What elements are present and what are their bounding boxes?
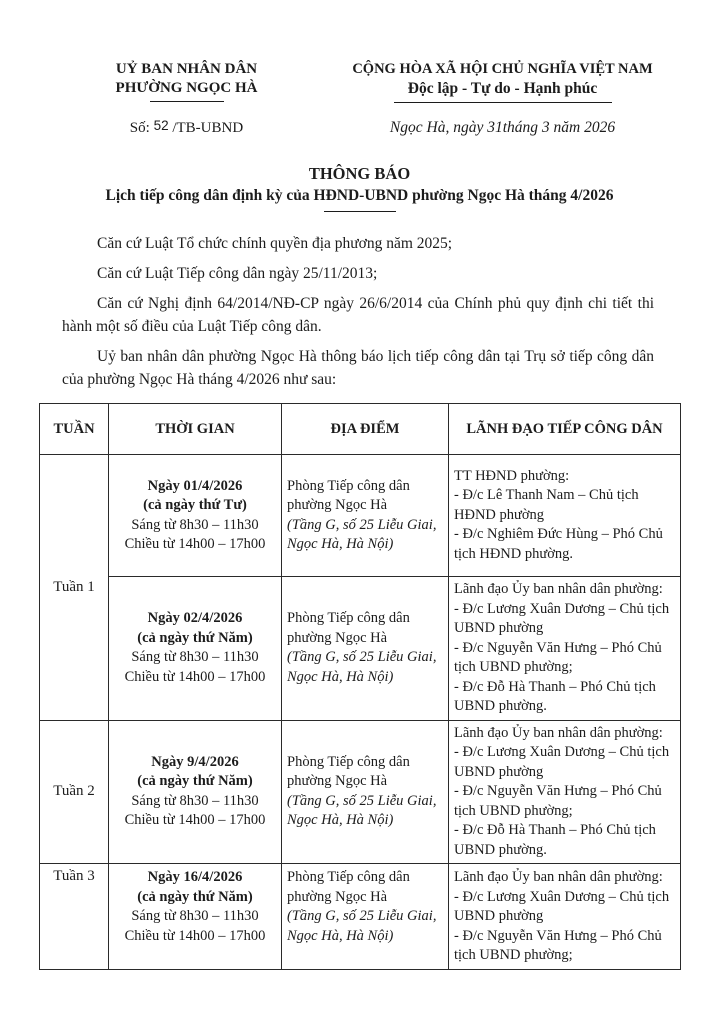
issuing-authority-block — [59, 60, 314, 137]
session-morning: Sáng từ 8h30 – 11h30 — [131, 649, 259, 666]
leader-line: Lãnh đạo Ủy ban nhân dân phường: — [454, 724, 663, 741]
table-row — [40, 455, 681, 577]
table-row — [40, 577, 681, 721]
place-and-date — [330, 119, 675, 137]
leader-line: - Đ/c Lương Xuân Dương – Chủ tịch UBND phường — [454, 600, 670, 636]
location-address: (Tầng G, số 25 Liễu Giai, Ngọc Hà, Hà Nội) — [287, 908, 437, 944]
title-underline — [324, 211, 396, 212]
paragraph-legal-basis-3: Căn cứ Nghị định 64/2014/NĐ-CP ngày 26/6/2014 của Chính phủ quy định chi tiết thi hành một số điều của Luật Tiếp công dân. — [62, 295, 654, 335]
table-row — [40, 720, 681, 864]
location-address: (Tầng G, số 25 Liễu Giai, Ngọc Hà, Hà Nội) — [287, 649, 437, 685]
document-number-label: Số: — [129, 120, 150, 136]
session-date: Ngày 16/4/2026 — [147, 869, 243, 885]
title-block — [39, 163, 680, 212]
national-header-line1: CỘNG HÒA XÃ HỘI CHỦ NGHĨA VIỆT NAM — [352, 61, 653, 77]
leader-line: Lãnh đạo Ủy ban nhân dân phường: — [454, 581, 663, 597]
location-address: (Tầng G, số 25 Liễu Giai, Ngọc Hà, Hà Nội) — [287, 516, 437, 552]
leaders-cell — [449, 455, 681, 577]
date-prefix: Ngọc Hà, ngày — [389, 119, 484, 136]
time-cell — [109, 577, 282, 721]
session-date: Ngày 9/4/2026 — [151, 753, 239, 770]
leader-line: TT HĐND phường: — [454, 467, 570, 484]
leaders-cell — [449, 577, 681, 721]
session-afternoon: Chiều từ 14h00 – 17h00 — [124, 812, 266, 829]
document-number-suffix: /TB-UBND — [172, 120, 244, 136]
session-afternoon: Chiều từ 14h00 – 17h00 — [124, 536, 266, 552]
national-motto: Độc lập - Tự do - Hạnh phúc — [407, 80, 598, 97]
location-cell — [282, 577, 449, 721]
leader-line: - Đ/c Đỗ Hà Thanh – Phó Chủ tịch UBND phường. — [454, 678, 656, 714]
leader-line: Lãnh đạo Ủy ban nhân dân phường: — [454, 869, 663, 885]
session-day: (cả ngày thứ Năm) — [137, 629, 253, 646]
column-header-leaders: LÃNH ĐẠO TIẾP CÔNG DÂN — [449, 404, 681, 455]
session-afternoon: Chiều từ 14h00 – 17h00 — [124, 927, 266, 944]
table-header-row — [40, 404, 681, 455]
document-title: THÔNG BÁO — [308, 164, 411, 183]
leader-line: - Đ/c Lê Thanh Nam – Chủ tịch HĐND phường — [454, 487, 639, 523]
header-left-underline — [150, 101, 224, 102]
leader-line: - Đ/c Đỗ Hà Thanh – Phó Chủ tịch UBND phường. — [454, 822, 656, 858]
leader-line: - Đ/c Nguyễn Văn Hưng – Phó Chủ tịch UBND phường; — [454, 783, 662, 819]
session-date: Ngày 01/4/2026 — [147, 477, 243, 494]
document-number — [59, 120, 314, 137]
session-day: (cả ngày thứ Tư) — [143, 497, 247, 513]
time-cell — [109, 864, 282, 970]
leader-line: - Đ/c Nguyễn Văn Hưng – Phó Chủ tịch UBND phường; — [454, 927, 662, 963]
document-body — [62, 232, 654, 391]
week-cell: Tuần 3 — [40, 864, 109, 970]
header-right-underline — [394, 102, 612, 103]
week-cell: Tuần 2 — [40, 720, 109, 864]
session-day: (cả ngày thứ Năm) — [137, 773, 253, 790]
document-subtitle: Lịch tiếp công dân định kỳ của HĐND-UBND phường Ngọc Hà tháng 4/2026 — [105, 187, 614, 204]
document-number-value: 52 — [153, 118, 169, 133]
document-header — [39, 60, 680, 137]
reception-schedule-table — [39, 403, 681, 970]
column-header-time: THỜI GIAN — [109, 404, 282, 455]
location-name: Phòng Tiếp công dân phường Ngọc Hà — [287, 753, 410, 790]
session-morning: Sáng từ 8h30 – 11h30 — [131, 908, 259, 924]
session-day: (cả ngày thứ Năm) — [137, 888, 253, 905]
issuing-authority-line1: UỶ BAN NHÂN DÂN — [115, 61, 258, 77]
leader-line: - Đ/c Nghiêm Đức Hùng – Phó Chủ tịch HĐND phường. — [454, 526, 663, 562]
location-name: Phòng Tiếp công dân phường Ngọc Hà — [287, 869, 410, 905]
leader-line: - Đ/c Nguyễn Văn Hưng – Phó Chủ tịch UBND phường; — [454, 639, 662, 675]
column-header-week: TUẦN — [40, 404, 109, 455]
leader-line: - Đ/c Lương Xuân Dương – Chủ tịch UBND phường — [454, 888, 670, 924]
leaders-cell — [449, 720, 681, 864]
session-afternoon: Chiều từ 14h00 – 17h00 — [124, 668, 266, 685]
leader-line: - Đ/c Lương Xuân Dương – Chủ tịch UBND phường — [454, 744, 670, 780]
paragraph-announcement: Uỷ ban nhân dân phường Ngọc Hà thông báo lịch tiếp công dân tại Trụ sở tiếp công dân của phường Ngọc Hà tháng 4/2026 như sau: — [62, 348, 654, 388]
session-morning: Sáng từ 8h30 – 11h30 — [131, 792, 259, 809]
paragraph-legal-basis-1: Căn cứ Luật Tổ chức chính quyền địa phương năm 2025; — [97, 235, 453, 252]
paragraph-legal-basis-2: Căn cứ Luật Tiếp công dân ngày 25/11/2013; — [97, 265, 378, 282]
leaders-cell — [449, 864, 681, 970]
week-cell: Tuần 1 — [40, 455, 109, 721]
location-cell — [282, 455, 449, 577]
column-header-location: ĐỊA ĐIỂM — [282, 404, 449, 455]
location-cell — [282, 864, 449, 970]
date-suffix: tháng 3 năm 2026 — [502, 119, 616, 136]
session-morning: Sáng từ 8h30 – 11h30 — [131, 516, 259, 533]
location-name: Phòng Tiếp công dân phường Ngọc Hà — [287, 610, 410, 646]
table-row — [40, 864, 681, 970]
location-cell — [282, 720, 449, 864]
time-cell — [109, 720, 282, 864]
issuing-authority-line2: PHƯỜNG NGỌC HÀ — [115, 80, 258, 96]
location-name: Phòng Tiếp công dân phường Ngọc Hà — [287, 477, 410, 513]
session-date: Ngày 02/4/2026 — [147, 610, 243, 627]
time-cell — [109, 455, 282, 577]
location-address: (Tầng G, số 25 Liễu Giai, Ngọc Hà, Hà Nội) — [287, 792, 437, 829]
national-motto-block — [330, 60, 675, 137]
date-day-value: 31 — [487, 119, 503, 136]
